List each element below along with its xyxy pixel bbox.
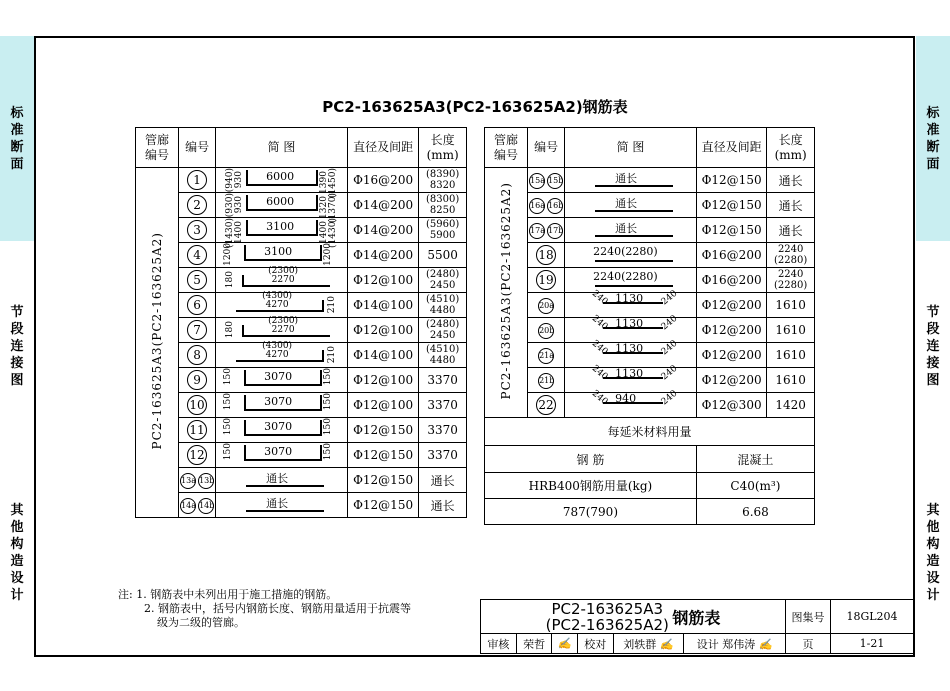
- rebar-row: [136, 318, 467, 343]
- notes: [118, 588, 411, 630]
- page-label: 页: [786, 634, 831, 654]
- rebar-table-right: [484, 127, 815, 525]
- rebar-row: [136, 268, 467, 293]
- rebar-length: (2480) 2450: [419, 318, 467, 343]
- steel-label: HRB400钢筋用量(kg): [485, 473, 697, 499]
- rebar-sketch: 6000 (930) 930 1320 (1370): [216, 193, 348, 218]
- rebar-row: [485, 243, 815, 268]
- note-line: 级为二级的管廊。: [157, 616, 245, 629]
- rebar-row: [136, 443, 467, 468]
- rebar-number: [179, 493, 216, 518]
- rebar-number-badge: 16a: [529, 198, 545, 214]
- side-tab-2[interactable]: 节段连接图: [916, 245, 950, 448]
- rebar-number: [179, 193, 216, 218]
- rebar-number-badge: 13a: [180, 473, 196, 489]
- rebar-sketch: 2240(2280): [565, 268, 697, 293]
- rebar-number: [179, 168, 216, 193]
- rebar-sketch: 3070 150 150: [216, 418, 348, 443]
- rebar-length: 2240 (2280): [767, 268, 815, 293]
- design-cell: 设计 郑伟涛 ✍: [684, 634, 786, 654]
- rebar-number-badge: 1: [187, 170, 207, 190]
- rebar-diameter: Φ12@200: [696, 293, 766, 318]
- rebar-diameter: Φ12@100: [347, 368, 418, 393]
- rebar-number-badge: 11: [187, 420, 207, 440]
- rebar-number: [179, 243, 216, 268]
- rebar-length: 1610: [767, 368, 815, 393]
- side-tab-1[interactable]: 标准断面: [916, 36, 950, 241]
- rebar-sketch: 通长: [216, 468, 348, 493]
- rebar-sketch: 通长: [565, 193, 697, 218]
- rebar-diameter: Φ12@200: [696, 368, 766, 393]
- rebar-diameter: Φ12@100: [347, 268, 418, 293]
- concrete-value: 6.68: [696, 499, 814, 525]
- rebar-length: 1610: [767, 343, 815, 368]
- rebar-number-badge: 4: [187, 245, 207, 265]
- concrete-header: 混凝土: [696, 446, 814, 473]
- rebar-number: [179, 293, 216, 318]
- rebar-number-badge: 20a: [538, 298, 554, 314]
- rebar-sketch: 940 240 240: [565, 393, 697, 418]
- title-block: [480, 599, 914, 654]
- header-pipe-no: 管廊编号: [485, 128, 528, 168]
- rebar-diameter: Φ14@100: [347, 343, 418, 368]
- rebar-length: 3370: [419, 418, 467, 443]
- rebar-number-badge: 5: [187, 270, 207, 290]
- steel-header: 钢 筋: [485, 446, 697, 473]
- pipe-label: PC2-163625A3(PC2-163625A2): [136, 168, 179, 518]
- rebar-sketch: (2300) 2270 180: [216, 318, 348, 343]
- rebar-diameter: Φ16@200: [696, 243, 766, 268]
- rebar-diameter: Φ14@100: [347, 293, 418, 318]
- rebar-sketch: 1130 240 240: [565, 343, 697, 368]
- header-length: 长度(mm): [419, 128, 467, 168]
- rebar-length: 1610: [767, 293, 815, 318]
- rebar-length: (2480) 2450: [419, 268, 467, 293]
- rebar-number-badge: 17b: [547, 223, 563, 239]
- rebar-number-badge: 13b: [198, 473, 214, 489]
- rebar-length: (4510) 4480: [419, 293, 467, 318]
- rebar-number-badge: 12: [187, 445, 207, 465]
- atlas-label: 图集号: [786, 600, 831, 634]
- rebar-number: [179, 443, 216, 468]
- rebar-number-badge: 22: [536, 395, 556, 415]
- rebar-diameter: Φ12@200: [696, 318, 766, 343]
- header-sketch: 简 图: [216, 128, 348, 168]
- header-length: 长度(mm): [767, 128, 815, 168]
- rebar-diameter: Φ14@200: [347, 243, 418, 268]
- rebar-number-badge: 21a: [538, 348, 554, 364]
- rebar-number: [528, 293, 565, 318]
- rebar-number: [179, 218, 216, 243]
- rebar-diameter: Φ12@100: [347, 318, 418, 343]
- rebar-sketch: 1130 240 240: [565, 293, 697, 318]
- side-tab-3[interactable]: 其他构造设计: [0, 450, 34, 656]
- rebar-number: [528, 368, 565, 393]
- review-name: 荣哲: [516, 634, 552, 654]
- rebar-row: [485, 343, 815, 368]
- rebar-number-badge: 2: [187, 195, 207, 215]
- rebar-sketch: (2300) 2270 180: [216, 268, 348, 293]
- rebar-diameter: Φ16@200: [696, 268, 766, 293]
- rebar-number: [179, 468, 216, 493]
- header-num: 编号: [179, 128, 216, 168]
- rebar-number-badge: 17a: [529, 223, 545, 239]
- header-dia: 直径及间距: [696, 128, 766, 168]
- rebar-number-badge: 21b: [538, 373, 554, 389]
- rebar-diameter: Φ12@150: [696, 193, 766, 218]
- note-line: 2. 钢筋表中，括号内钢筋长度、钢筋用量适用于抗震等: [144, 602, 411, 615]
- rebar-sketch: 通长: [216, 493, 348, 518]
- rebar-sketch: 3070 150 150: [216, 368, 348, 393]
- rebar-length: (8390) 8320: [419, 168, 467, 193]
- rebar-diameter: Φ14@200: [347, 218, 418, 243]
- materials-header-row: [485, 418, 815, 446]
- rebar-sketch: 1130 240 240: [565, 368, 697, 393]
- page-no: 1-21: [831, 634, 914, 654]
- rebar-row: [136, 468, 467, 493]
- rebar-diameter: Φ12@150: [347, 443, 418, 468]
- drawing-name-line2: (PC2-163625A2): [545, 615, 669, 634]
- review-label: 审核: [481, 634, 517, 654]
- rebar-number: [528, 268, 565, 293]
- rebar-length: (4510) 4480: [419, 343, 467, 368]
- rebar-diameter: Φ12@150: [696, 218, 766, 243]
- rebar-diameter: Φ12@150: [696, 168, 766, 193]
- rebar-number: [179, 393, 216, 418]
- rebar-diameter: Φ12@150: [347, 468, 418, 493]
- rebar-row: [485, 268, 815, 293]
- rebar-number-badge: 15b: [547, 173, 563, 189]
- rebar-number: [528, 393, 565, 418]
- drawing-name-suffix: 钢筋表: [672, 608, 721, 627]
- rebar-row: [136, 168, 467, 193]
- rebar-diameter: Φ12@100: [347, 393, 418, 418]
- rebar-number: [179, 343, 216, 368]
- rebar-diameter: Φ12@150: [347, 418, 418, 443]
- rebar-sketch: 1130 240 240: [565, 318, 697, 343]
- concrete-label: C40(m³): [696, 473, 814, 499]
- rebar-table-left: [135, 127, 467, 518]
- rebar-length: 1420: [767, 393, 815, 418]
- rebar-number: [179, 368, 216, 393]
- rebar-row: [136, 193, 467, 218]
- note-line: 注: 1. 钢筋表中未列出用于施工措施的钢筋。: [118, 588, 338, 601]
- materials-value-row: [485, 499, 815, 525]
- rebar-sketch: 2240(2280): [565, 243, 697, 268]
- rebar-length: 3370: [419, 393, 467, 418]
- rebar-number-badge: 3: [187, 220, 207, 240]
- rebar-number-badge: 16b: [547, 198, 563, 214]
- rebar-sketch: 通长: [565, 168, 697, 193]
- rebar-row: [136, 418, 467, 443]
- rebar-row: [485, 218, 815, 243]
- header-pipe-no: 管廊编号: [136, 128, 179, 168]
- rebar-sketch: 3100 (1430) 1400 1400 (1430): [216, 218, 348, 243]
- rebar-number: [179, 268, 216, 293]
- rebar-number: [528, 168, 565, 193]
- rebar-number-badge: 10: [187, 395, 207, 415]
- rebar-length: 3370: [419, 368, 467, 393]
- rebar-diameter: Φ14@200: [347, 193, 418, 218]
- header-dia: 直径及间距: [347, 128, 418, 168]
- rebar-number: [528, 218, 565, 243]
- rebar-row: [485, 393, 815, 418]
- drawing-name-line1: PC2-163625A3: [551, 599, 663, 618]
- rebar-number: [528, 243, 565, 268]
- rebar-diameter: Φ12@300: [696, 393, 766, 418]
- rebar-row: [136, 368, 467, 393]
- rebar-sketch: 6000 (940) 930 1390 (1450): [216, 168, 348, 193]
- side-tab-3[interactable]: 其他构造设计: [916, 450, 950, 656]
- rebar-length: 3370: [419, 443, 467, 468]
- materials-label-row: [485, 473, 815, 499]
- rebar-row: [485, 368, 815, 393]
- materials-header: 每延米材料用量: [485, 418, 815, 446]
- rebar-length: 通长: [419, 468, 467, 493]
- review-signature: ✍: [552, 634, 578, 654]
- rebar-length: 通长: [767, 218, 815, 243]
- rebar-sketch: (4300) 4270 210: [216, 293, 348, 318]
- rebar-diameter: Φ16@200: [347, 168, 418, 193]
- rebar-row: [136, 243, 467, 268]
- rebar-length: 2240 (2280): [767, 243, 815, 268]
- rebar-row: [485, 193, 815, 218]
- side-tab-1[interactable]: 标准断面: [0, 36, 34, 241]
- check-label: 校对: [577, 634, 613, 654]
- rebar-number-badge: 14a: [180, 498, 196, 514]
- rebar-diameter: Φ12@200: [696, 343, 766, 368]
- rebar-sketch: (4300) 4270 210: [216, 343, 348, 368]
- pipe-label: PC2-163625A3(PC2-163625A2): [485, 168, 528, 418]
- rebar-row: [136, 493, 467, 518]
- rebar-row: [136, 293, 467, 318]
- rebar-number-badge: 15a: [529, 173, 545, 189]
- header-num: 编号: [528, 128, 565, 168]
- rebar-sketch: 3070 150 150: [216, 443, 348, 468]
- header-sketch: 简 图: [565, 128, 697, 168]
- drawing-name: [481, 600, 786, 634]
- rebar-length: (8300) 8250: [419, 193, 467, 218]
- rebar-row: [485, 318, 815, 343]
- rebar-length: 5500: [419, 243, 467, 268]
- rebar-row: [485, 293, 815, 318]
- side-tab-2[interactable]: 节段连接图: [0, 245, 34, 448]
- rebar-number: [179, 418, 216, 443]
- rebar-length: 1610: [767, 318, 815, 343]
- table-title: PC2-163625A3(PC2-163625A2)钢筋表: [322, 98, 628, 116]
- rebar-diameter: Φ12@150: [347, 493, 418, 518]
- rebar-sketch: 3100 1200 1200: [216, 243, 348, 268]
- rebar-number-badge: 9: [187, 370, 207, 390]
- rebar-length: 通长: [767, 168, 815, 193]
- rebar-length: 通长: [419, 493, 467, 518]
- rebar-number-badge: 20b: [538, 323, 554, 339]
- rebar-number: [179, 318, 216, 343]
- rebar-number: [528, 343, 565, 368]
- rebar-sketch: 3070 150 150: [216, 393, 348, 418]
- rebar-number-badge: 7: [187, 320, 207, 340]
- rebar-number: [528, 318, 565, 343]
- rebar-row: [485, 168, 815, 193]
- steel-value: 787(790): [485, 499, 697, 525]
- rebar-number-badge: 6: [187, 295, 207, 315]
- atlas-no: 18GL204: [831, 600, 914, 634]
- rebar-number-badge: 8: [187, 345, 207, 365]
- check-name: 刘轶群 ✍: [613, 634, 683, 654]
- rebar-number: [528, 193, 565, 218]
- rebar-row: [136, 393, 467, 418]
- rebar-number-badge: 14b: [198, 498, 214, 514]
- rebar-length: (5960) 5900: [419, 218, 467, 243]
- rebar-sketch: 通长: [565, 218, 697, 243]
- rebar-number-badge: 19: [536, 270, 556, 290]
- rebar-number-badge: 18: [536, 245, 556, 265]
- rebar-length: 通长: [767, 193, 815, 218]
- materials-type-row: [485, 446, 815, 473]
- rebar-row: [136, 343, 467, 368]
- rebar-row: [136, 218, 467, 243]
